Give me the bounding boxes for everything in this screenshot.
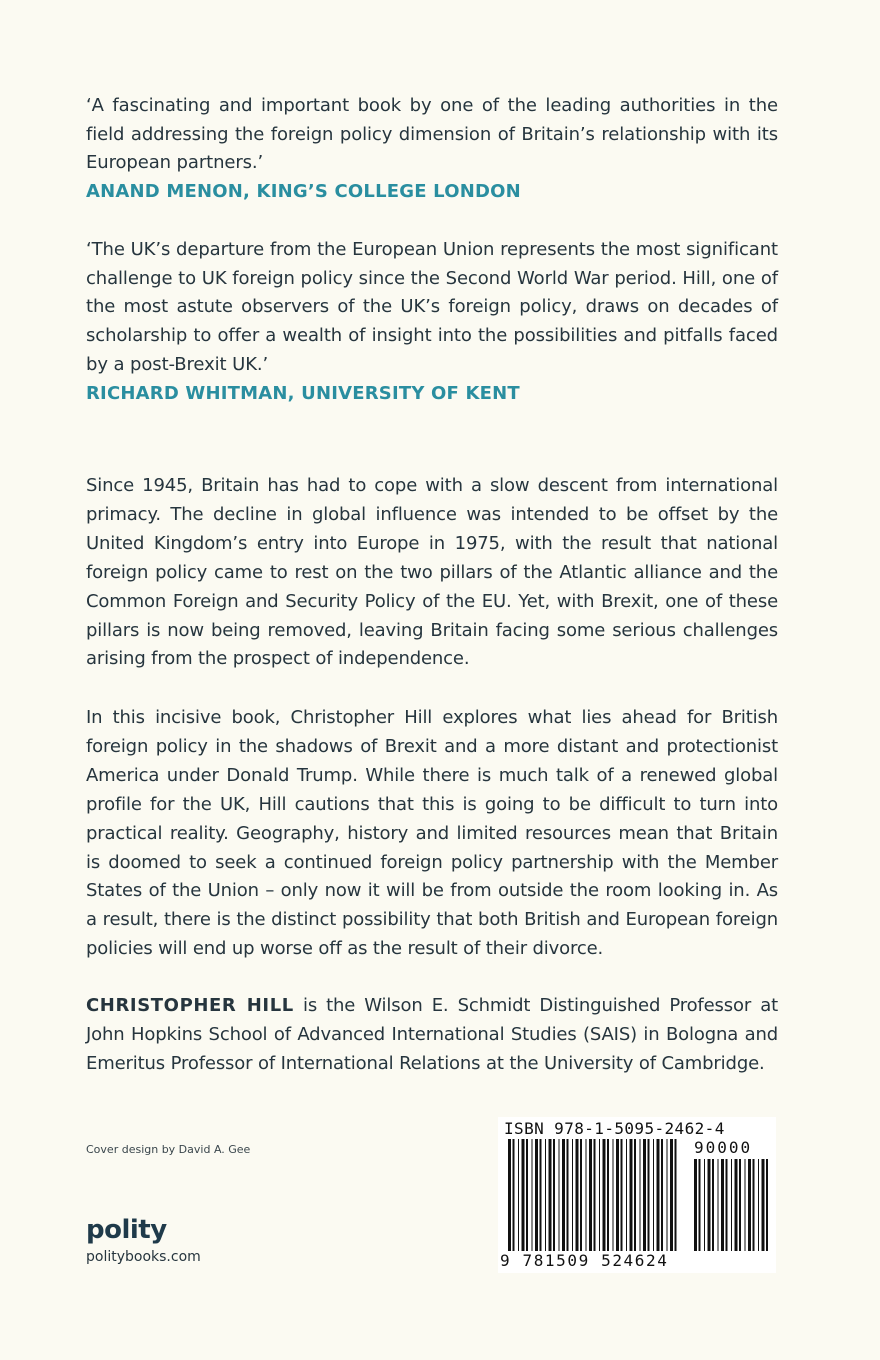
price-addon-number: 90000 xyxy=(694,1138,753,1157)
publisher-logo xyxy=(86,1215,201,1265)
blurb-text: Since 1945, Britain has had to cope with a slow descent from international primacy. The decline in global influence was intended to be offset by the United Kingdom’s entry into Europe in 1975, with the result that national foreign policy came to rest on the two pillars of the Atlantic alliance and the Common Foreign and Security Policy of the EU. Yet, with Brexit, one of these pillars is now being removed, leaving Britain facing some serious challenges arising from the prospect of independence. xyxy=(86,475,778,670)
publisher-name: polity xyxy=(86,1215,167,1245)
isbn-barcode xyxy=(498,1117,776,1273)
blurb-paragraph-2 xyxy=(86,704,778,964)
review-attribution: RICHARD WHITMAN, UNIVERSITY OF KENT xyxy=(86,382,520,404)
review-attribution: ANAND MENON, KING’S COLLEGE LONDON xyxy=(86,181,521,203)
author-name: CHRISTOPHER HILL xyxy=(86,995,294,1016)
blurb-paragraph-1 xyxy=(86,472,778,674)
author-bio xyxy=(86,992,778,1079)
review-quote: ‘A fascinating and important book by one of the leading authorities in the field addressing the foreign policy dimension of Britain’s relationship with its European partners.’ xyxy=(86,95,778,174)
cover-design-credit: Cover design by David A. Gee xyxy=(86,1143,251,1156)
publisher-url: politybooks.com xyxy=(86,1249,201,1265)
blurb-text: In this incisive book, Christopher Hill explores what lies ahead for British foreign policy in the shadows of Brexit and a more distant and protectionist America under Donald Trump. While there is much talk of a renewed global profile for the UK, Hill cautions that this is going to be difficult to turn into practical reality. Geography, history and limited resources mean that Britain is doomed to seek a continued foreign policy partnership with the Member States of the Union – only now it will be from outside the room looking in. As a result, there is the distinct possibility that both British and European foreign policies will end up worse off as the result of their divorce. xyxy=(86,707,778,960)
quote-block-1 xyxy=(86,92,778,207)
isbn-number: ISBN 978-1-5095-2462-4 xyxy=(504,1119,725,1138)
author-bio-text: is the Wilson E. Schmidt Distinguished Professor at John Hopkins School of Advanced International Studies (SAIS) in Bologna and Emeritus Professor of International Relations at the University of Cambridge. xyxy=(86,995,778,1074)
quote-block-2 xyxy=(86,236,778,408)
ean-number: 9 781509 524624 xyxy=(500,1251,669,1270)
review-quote: ‘The UK’s departure from the European Union represents the most significant challenge to UK foreign policy since the Second World War period. Hill, one of the most astute observers of the UK’s foreign policy, draws on decades of scholarship to offer a wealth of insight into the possibilities and pitfalls faced by a post-Brexit UK.’ xyxy=(86,239,778,375)
